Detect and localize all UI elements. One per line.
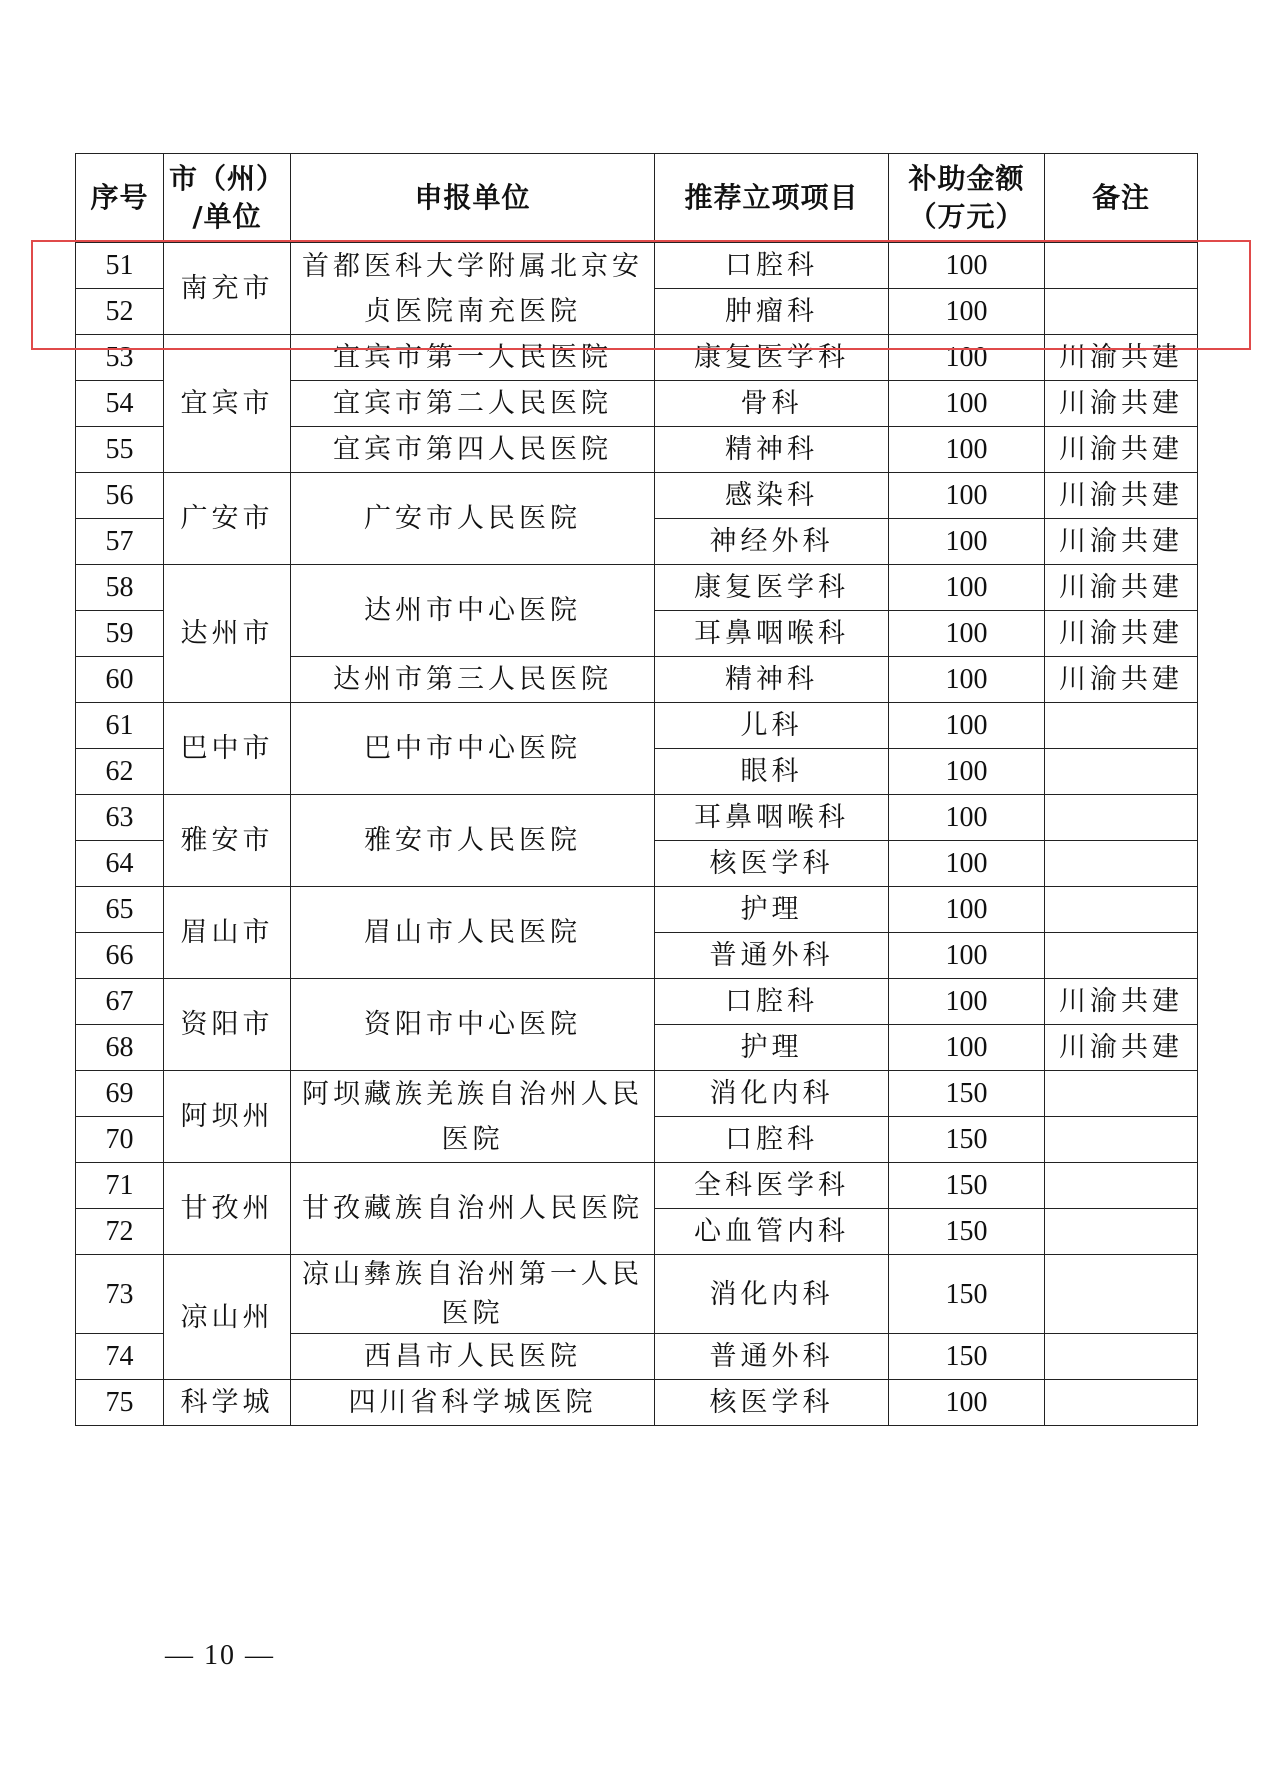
applicant-cell: 达州市中心医院 xyxy=(291,565,655,657)
serial-cell: 73 xyxy=(76,1255,164,1334)
amount-cell: 100 xyxy=(889,519,1045,565)
applicant-cell: 阿坝藏族羌族自治州人民医院 xyxy=(291,1071,655,1163)
header-note: 备注 xyxy=(1045,154,1198,243)
note-cell xyxy=(1045,749,1198,795)
serial-cell: 66 xyxy=(76,933,164,979)
header-city xyxy=(164,154,291,243)
amount-cell: 100 xyxy=(889,381,1045,427)
city-cell: 甘孜州 xyxy=(164,1163,291,1255)
note-cell: 川渝共建 xyxy=(1045,427,1198,473)
note-cell xyxy=(1045,703,1198,749)
city-cell: 雅安市 xyxy=(164,795,291,887)
applicant-cell: 宜宾市第四人民医院 xyxy=(291,427,655,473)
table-row xyxy=(76,565,1198,611)
serial-cell: 63 xyxy=(76,795,164,841)
amount-cell: 150 xyxy=(889,1163,1045,1209)
table-row xyxy=(76,979,1198,1025)
project-cell: 肿瘤科 xyxy=(655,289,889,335)
note-cell xyxy=(1045,795,1198,841)
applicant-cell: 四川省科学城医院 xyxy=(291,1380,655,1426)
serial-cell: 54 xyxy=(76,381,164,427)
city-cell: 宜宾市 xyxy=(164,335,291,473)
project-cell: 核医学科 xyxy=(655,1380,889,1426)
serial-cell: 71 xyxy=(76,1163,164,1209)
highlight-box xyxy=(31,240,1251,350)
amount-cell: 150 xyxy=(889,1209,1045,1255)
project-cell: 口腔科 xyxy=(655,979,889,1025)
note-cell: 川渝共建 xyxy=(1045,611,1198,657)
note-cell: 川渝共建 xyxy=(1045,381,1198,427)
project-cell: 精神科 xyxy=(655,657,889,703)
table-row xyxy=(76,1255,1198,1334)
project-cell: 感染科 xyxy=(655,473,889,519)
serial-cell: 53 xyxy=(76,335,164,381)
amount-cell: 100 xyxy=(889,335,1045,381)
table-row xyxy=(76,473,1198,519)
amount-cell: 150 xyxy=(889,1255,1045,1334)
header-project: 推荐立项项目 xyxy=(655,154,889,243)
amount-cell: 100 xyxy=(889,289,1045,335)
applicant-cell: 凉山彝族自治州第一人民医院 xyxy=(291,1255,655,1334)
note-cell: 川渝共建 xyxy=(1045,335,1198,381)
project-cell: 口腔科 xyxy=(655,1117,889,1163)
project-cell: 消化内科 xyxy=(655,1255,889,1334)
serial-cell: 57 xyxy=(76,519,164,565)
header-serial: 序号 xyxy=(76,154,164,243)
applicant-cell: 广安市人民医院 xyxy=(291,473,655,565)
note-cell: 川渝共建 xyxy=(1045,1025,1198,1071)
applicant-cell: 资阳市中心医院 xyxy=(291,979,655,1071)
serial-cell: 56 xyxy=(76,473,164,519)
project-cell: 眼科 xyxy=(655,749,889,795)
project-cell: 神经外科 xyxy=(655,519,889,565)
amount-cell: 100 xyxy=(889,795,1045,841)
city-cell: 达州市 xyxy=(164,565,291,703)
applicant-cell: 宜宾市第二人民医院 xyxy=(291,381,655,427)
table-row xyxy=(76,1163,1198,1209)
table-row xyxy=(76,703,1198,749)
serial-cell: 70 xyxy=(76,1117,164,1163)
note-cell xyxy=(1045,1163,1198,1209)
serial-cell: 68 xyxy=(76,1025,164,1071)
project-cell: 口腔科 xyxy=(655,243,889,289)
table-row xyxy=(76,1071,1198,1117)
project-cell: 核医学科 xyxy=(655,841,889,887)
applicant-cell: 宜宾市第一人民医院 xyxy=(291,335,655,381)
project-cell: 康复医学科 xyxy=(655,335,889,381)
project-cell: 护理 xyxy=(655,1025,889,1071)
serial-cell: 74 xyxy=(76,1334,164,1380)
project-cell: 消化内科 xyxy=(655,1071,889,1117)
city-cell: 广安市 xyxy=(164,473,291,565)
table-row xyxy=(76,795,1198,841)
note-cell: 川渝共建 xyxy=(1045,565,1198,611)
amount-cell: 100 xyxy=(889,243,1045,289)
amount-cell: 100 xyxy=(889,611,1045,657)
amount-cell: 100 xyxy=(889,749,1045,795)
header-amount xyxy=(889,154,1045,243)
header-amount-line2: （万元） xyxy=(908,200,1025,233)
city-cell: 凉山州 xyxy=(164,1255,291,1380)
table-body xyxy=(76,243,1198,1426)
applicant-cell: 巴中市中心医院 xyxy=(291,703,655,795)
note-cell: 川渝共建 xyxy=(1045,979,1198,1025)
amount-cell: 100 xyxy=(889,841,1045,887)
page-number: — 10 — xyxy=(165,1640,275,1671)
applicant-cell: 达州市第三人民医院 xyxy=(291,657,655,703)
serial-cell: 60 xyxy=(76,657,164,703)
serial-cell: 64 xyxy=(76,841,164,887)
serial-cell: 69 xyxy=(76,1071,164,1117)
project-cell: 耳鼻咽喉科 xyxy=(655,795,889,841)
serial-cell: 51 xyxy=(76,243,164,289)
amount-cell: 100 xyxy=(889,657,1045,703)
project-cell: 骨科 xyxy=(655,381,889,427)
serial-cell: 58 xyxy=(76,565,164,611)
city-cell: 南充市 xyxy=(164,243,291,335)
header-amount-line1: 补助金额 xyxy=(908,162,1025,195)
city-cell: 科学城 xyxy=(164,1380,291,1426)
amount-cell: 100 xyxy=(889,473,1045,519)
note-cell xyxy=(1045,1071,1198,1117)
project-cell: 精神科 xyxy=(655,427,889,473)
project-cell: 护理 xyxy=(655,887,889,933)
header-applicant: 申报单位 xyxy=(291,154,655,243)
note-cell xyxy=(1045,1209,1198,1255)
serial-cell: 61 xyxy=(76,703,164,749)
serial-cell: 67 xyxy=(76,979,164,1025)
city-cell: 阿坝州 xyxy=(164,1071,291,1163)
header-city-line1: 市（州） xyxy=(168,162,285,195)
applicant-cell: 首都医科大学附属北京安贞医院南充医院 xyxy=(291,243,655,335)
serial-cell: 65 xyxy=(76,887,164,933)
serial-cell: 75 xyxy=(76,1380,164,1426)
header-city-line2: /单位 xyxy=(192,200,262,233)
table-header-row xyxy=(76,154,1198,243)
project-cell: 儿科 xyxy=(655,703,889,749)
note-cell xyxy=(1045,1380,1198,1426)
serial-cell: 52 xyxy=(76,289,164,335)
project-cell: 心血管内科 xyxy=(655,1209,889,1255)
note-cell xyxy=(1045,1117,1198,1163)
amount-cell: 150 xyxy=(889,1071,1045,1117)
amount-cell: 100 xyxy=(889,1380,1045,1426)
serial-cell: 59 xyxy=(76,611,164,657)
note-cell xyxy=(1045,887,1198,933)
applicant-cell: 雅安市人民医院 xyxy=(291,795,655,887)
note-cell xyxy=(1045,841,1198,887)
applicant-cell: 眉山市人民医院 xyxy=(291,887,655,979)
note-cell xyxy=(1045,933,1198,979)
amount-cell: 100 xyxy=(889,703,1045,749)
applicant-cell: 西昌市人民医院 xyxy=(291,1334,655,1380)
project-cell: 普通外科 xyxy=(655,1334,889,1380)
project-cell: 耳鼻咽喉科 xyxy=(655,611,889,657)
note-cell xyxy=(1045,1255,1198,1334)
note-cell xyxy=(1045,1334,1198,1380)
serial-cell: 55 xyxy=(76,427,164,473)
table-row xyxy=(76,887,1198,933)
amount-cell: 100 xyxy=(889,979,1045,1025)
amount-cell: 100 xyxy=(889,887,1045,933)
amount-cell: 150 xyxy=(889,1334,1045,1380)
project-cell: 普通外科 xyxy=(655,933,889,979)
amount-cell: 100 xyxy=(889,427,1045,473)
city-cell: 资阳市 xyxy=(164,979,291,1071)
applicant-cell: 甘孜藏族自治州人民医院 xyxy=(291,1163,655,1255)
project-cell: 康复医学科 xyxy=(655,565,889,611)
city-cell: 巴中市 xyxy=(164,703,291,795)
note-cell: 川渝共建 xyxy=(1045,519,1198,565)
amount-cell: 150 xyxy=(889,1117,1045,1163)
amount-cell: 100 xyxy=(889,1025,1045,1071)
amount-cell: 100 xyxy=(889,565,1045,611)
note-cell: 川渝共建 xyxy=(1045,473,1198,519)
serial-cell: 72 xyxy=(76,1209,164,1255)
city-cell: 眉山市 xyxy=(164,887,291,979)
note-cell: 川渝共建 xyxy=(1045,657,1198,703)
serial-cell: 62 xyxy=(76,749,164,795)
amount-cell: 100 xyxy=(889,933,1045,979)
table-row xyxy=(76,1380,1198,1426)
project-cell: 全科医学科 xyxy=(655,1163,889,1209)
